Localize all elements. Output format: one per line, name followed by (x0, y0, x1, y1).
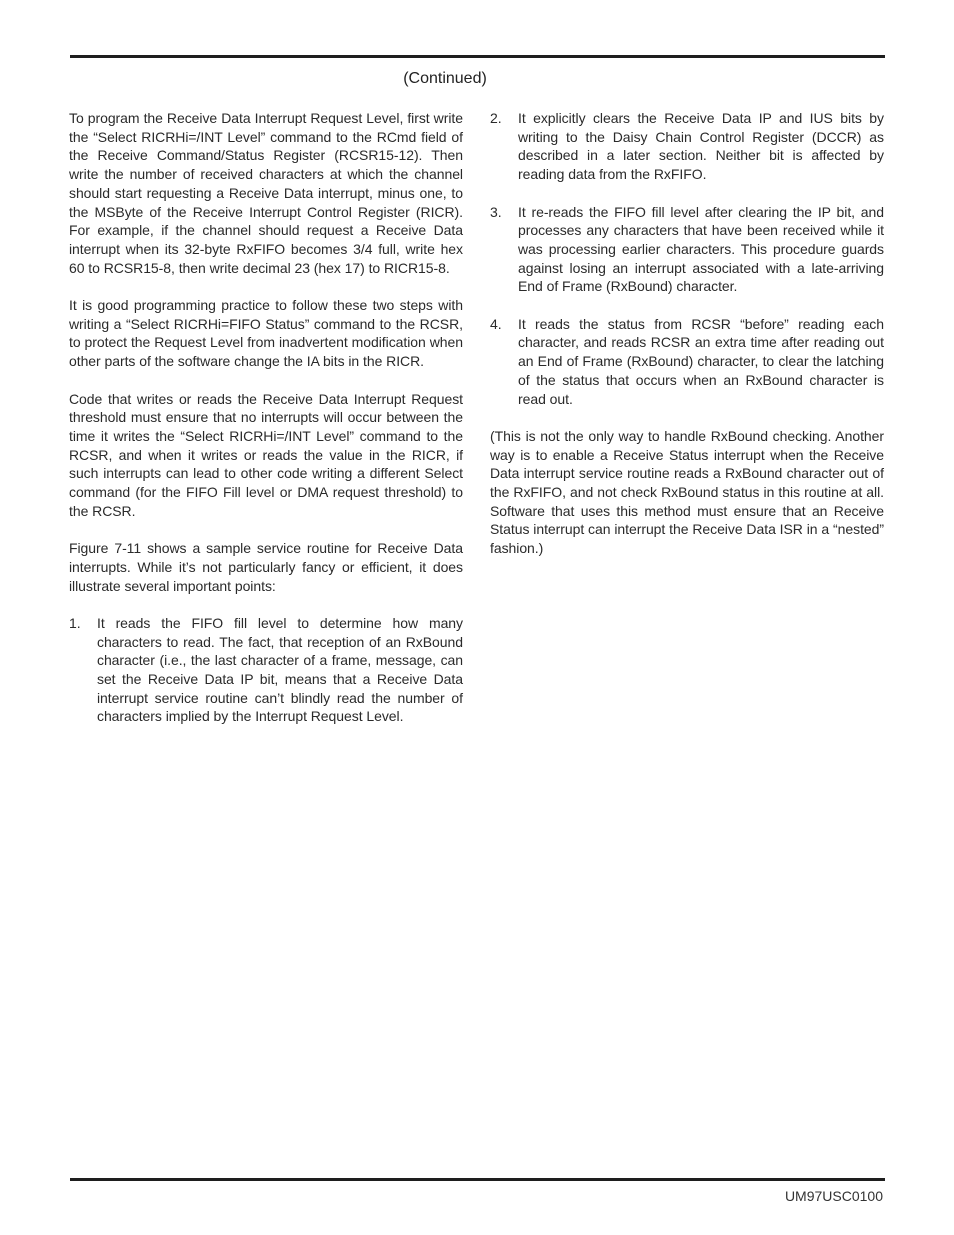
document-code: UM97USC0100 (784, 1188, 883, 1204)
list-item-text: It re-reads the FIFO fill level after clearing the IP bit, and processes any characters that have been received while it was processing earlier characters. This procedure guards against losing an interrupt associated with a late-arriving End of Frame (RxBound) character. (518, 203, 884, 295)
paragraph-good-practice: It is good programming practice to follow these two steps with writing a “Select RICRHi=FIFO Status” command to the RCSR, to protect the Request Level from inadvertent modification when other parts of the software change the IA bits in the RICR. (69, 297, 463, 370)
list-item-number: 4. (490, 315, 502, 332)
paragraph-interrupt-safety: Code that writes or reads the Receive Data Interrupt Request threshold must ensure that no interrupts will occur between the time it writes the “Select RICRHi=/INT Level” command to the RCSR, and when it writes or reads the value in the RICR, if such interrupts can lead to other code writing a different Select command (for the FIFO Fill level or DMA request threshold) to the RCSR. (69, 390, 463, 519)
left-column (69, 109, 463, 745)
paragraph-figure-reference: Figure 7-11 shows a sample service routine for Receive Data interrupts. While it’s not particularly fancy or efficient, it does illustrate several important points: (69, 540, 463, 594)
list-item-text: It reads the FIFO fill level to determine how many characters to read. The fact, that reception of an RxBound character (i.e., the last character of a frame, message, can set the Receive Data IP bit, means that a Receive Data interrupt service routine can’t blindly read the number of characters implied by the Interrupt Request Level. (97, 614, 463, 725)
list-item (490, 109, 884, 184)
important-points-list-continued (490, 109, 884, 408)
footer-rule (70, 1178, 885, 1181)
list-item (69, 614, 463, 726)
list-item-text: It reads the status from RCSR “before” reading each character, and reads RCSR an extra time after reading out an End of Frame (RxBound) character, to clear the latching of the status that occurs when an RxBound character is read out. (518, 315, 884, 407)
list-item-number: 3. (490, 203, 502, 220)
continued-heading: (Continued) (403, 70, 487, 87)
important-points-list (69, 614, 463, 726)
list-item (490, 203, 884, 297)
paragraph-rxbound-alternative: (This is not the only way to handle RxBound checking. Another way is to enable a Receive Status interrupt when the Receive Data interrupt service routine reads a RxBound character out of the RxFIFO, and not check RxBound status in this routine at all. Software that uses this method must ensure that an Receive Status interrupt can interrupt the Receive Data ISR in a “nested” fashion.) (490, 427, 884, 557)
right-column (490, 109, 884, 577)
paragraph-program-request-level: To program the Receive Data Interrupt Request Level, first write the “Select RICRHi=/INT Level” command to the RCmd field of the Receive Command/Status Register (RCSR15-12). Then write the number of received characters at which the channel should start requesting a Receive Data interrupt, minus one, to the MSByte of the Receive Interrupt Control Register (RICR). For example, if the channel should request a Receive Data interrupt when its 32-byte RxFIFO becomes 3/4 full, write hex 60 to RCSR15-8, then write decimal 23 (hex 17) to RICR15-8. (69, 110, 463, 276)
header-rule (70, 55, 885, 58)
list-item-text: It explicitly clears the Receive Data IP and IUS bits by writing to the Daisy Chain Control Register (DCCR) as described in a later section. Neither bit is affected by reading data from the RxFIFO. (518, 110, 884, 183)
list-item-number: 2. (490, 110, 502, 126)
list-item-number: 1. (69, 614, 81, 631)
list-item (490, 315, 884, 409)
